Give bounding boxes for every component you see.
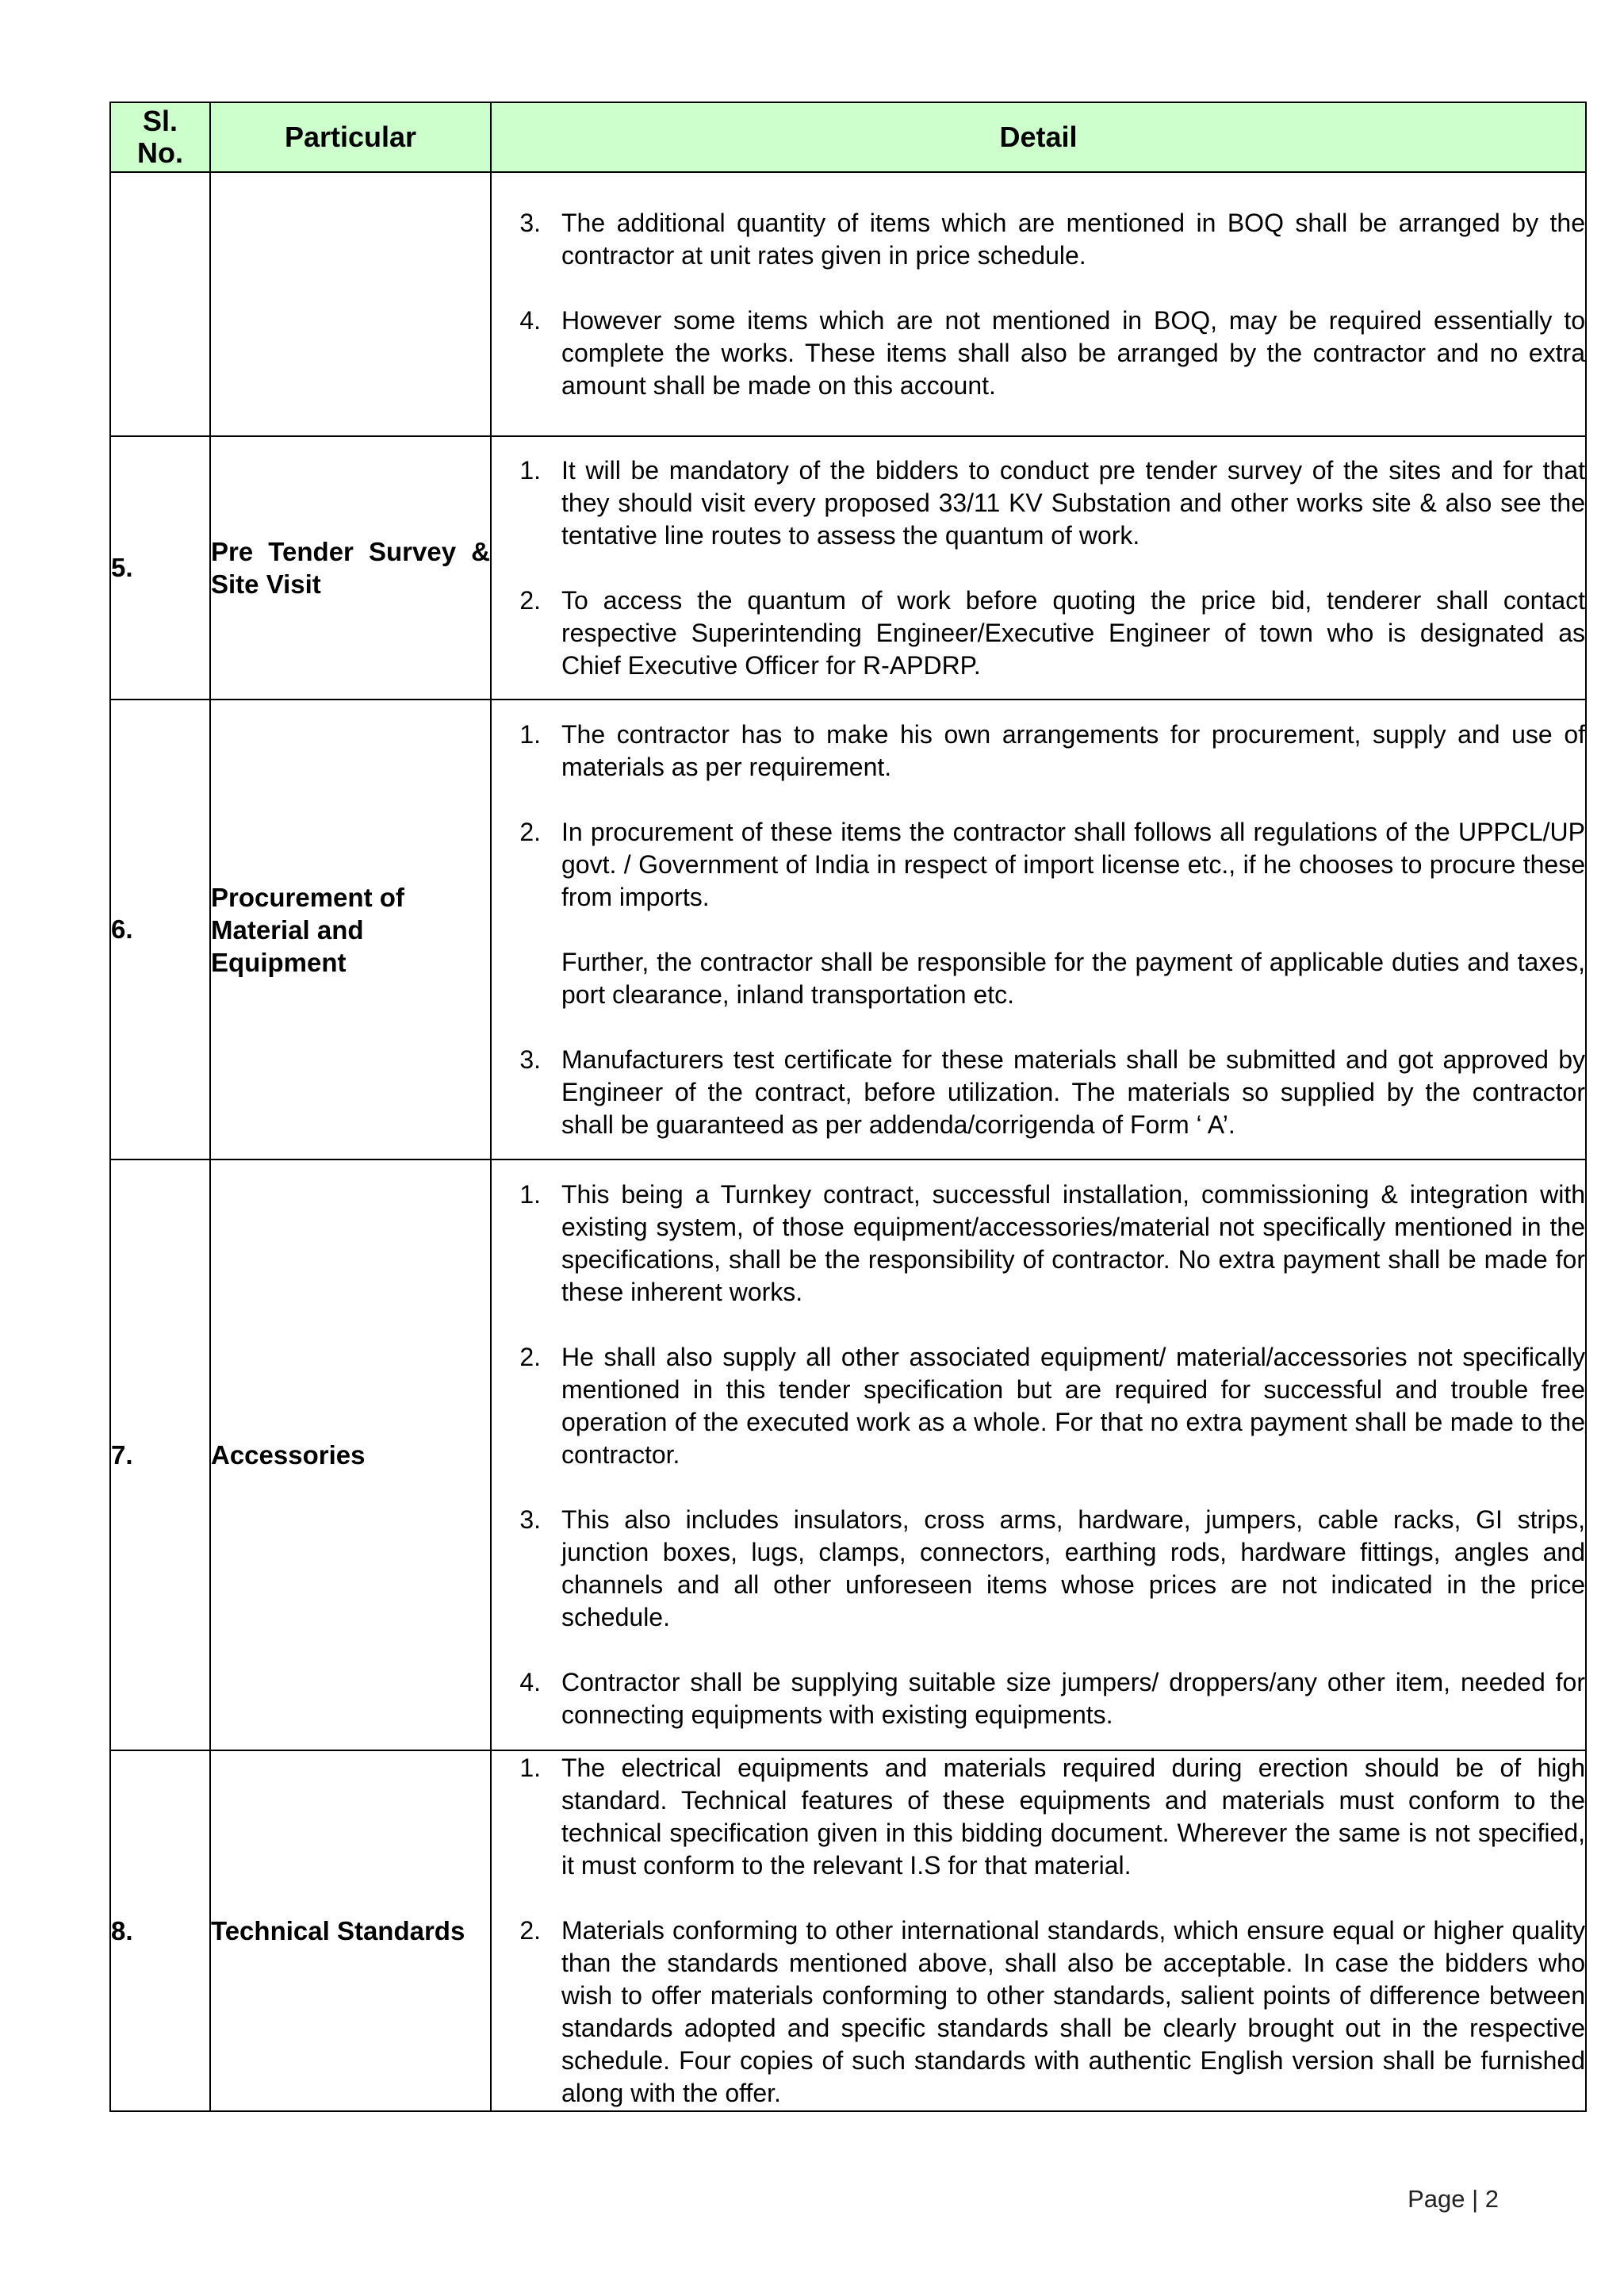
item-text: The contractor has to make his own arrangements for procurement, supply and use of materials as per requirement. <box>561 719 1585 781</box>
detail-item <box>492 719 1585 784</box>
item-number: 4. <box>519 305 541 335</box>
item-number: 4. <box>519 1668 541 1696</box>
item-number: 3. <box>519 208 541 237</box>
item-text: Further, the contractor shall be responsible for the payment of applicable duties and taxes, port clearance, inland transportation etc. <box>561 947 1585 1009</box>
row-detail <box>491 436 1586 700</box>
item-number <box>492 946 561 1011</box>
item-text: This being a Turnkey contract, successful installation, commissioning & integration with existing system, of those equipment/accessories/material not specifically mentioned in the specifications, shall be the responsibility of contractor. No extra payment shall be made for these inherent works. <box>561 1180 1585 1306</box>
detail-item <box>492 585 1585 682</box>
row-particular: Pre Tender Survey & Site Visit <box>210 436 491 700</box>
item-text: This also includes insulators, cross arms, hardware, jumpers, cable racks, GI strips, junction boxes, lugs, clamps, connectors, earthing rods, hardware fittings, angles and channels and all other unforeseen items whose prices are not indicated in the price schedule. <box>561 1505 1585 1631</box>
item-number: 2. <box>519 1916 541 1945</box>
row-particular: Procurement of Material and Equipment <box>210 700 491 1159</box>
row-number: 5. <box>110 436 210 700</box>
detail-item <box>492 305 1585 402</box>
header-detail: Detail <box>491 102 1586 172</box>
row-detail <box>491 1750 1586 2111</box>
detail-item <box>492 1666 1585 1731</box>
item-text: The electrical equipments and materials required during erection should be of high standard. Technical features of these equipments and materials must conform to the technical specification given in this bidding document. Wherever the same is not specified, it must conform to the relevant I.S for that material. <box>561 1754 1585 1880</box>
item-text: Materials conforming to other international standards, which ensure equal or higher quality than the standards mentioned above, shall also be acceptable. In case the bidders who wish to offer materials conforming to other standards, salient points of difference between standards adopted and specific standards shall be clearly brought out in the respective schedule. Four copies of such standards with authentic English version shall be furnished along with the offer. <box>561 1916 1585 2107</box>
row-particular: Accessories <box>210 1159 491 1750</box>
item-number: 1. <box>519 1754 541 1782</box>
item-text: The additional quantity of items which are mentioned in BOQ shall be arranged by the contractor at unit rates given in price schedule. <box>561 208 1585 270</box>
table-header-row <box>110 102 1586 172</box>
table-row <box>110 1750 1586 2111</box>
detail-item <box>492 1341 1585 1471</box>
detail-item <box>492 1179 1585 1309</box>
detail-item <box>492 454 1585 552</box>
item-number: 1. <box>519 455 541 485</box>
item-number: 1. <box>519 719 541 749</box>
table-row <box>110 172 1586 436</box>
row-detail <box>491 172 1586 436</box>
row-detail <box>491 700 1586 1159</box>
item-number: 1. <box>519 1180 541 1209</box>
detail-item <box>492 1504 1585 1634</box>
header-sl-no: Sl. No. <box>110 102 210 172</box>
detail-item <box>492 207 1585 272</box>
row-number: 8. <box>110 1750 210 2111</box>
item-text: To access the quantum of work before quoting the price bid, tenderer shall contact respective Superintending Engineer/Executive Engineer of town who is designated as Chief Executive Officer for R-APDRP. <box>561 585 1585 680</box>
item-number: 2. <box>519 585 541 615</box>
table-row <box>110 700 1586 1159</box>
item-number: 2. <box>519 817 541 846</box>
detail-item <box>492 1915 1585 2110</box>
spec-table <box>109 102 1587 2112</box>
item-number: 3. <box>519 1045 541 1074</box>
detail-item <box>492 816 1585 914</box>
table-body <box>110 172 1586 2111</box>
item-text: Manufacturers test certificate for these materials shall be submitted and got approved by Engineer of the contract, before utilization. The materials so supplied by the contractor shall be guaranteed as per addenda/corrigenda of Form ‘ A’. <box>561 1045 1585 1139</box>
item-text: Contractor shall be supplying suitable size jumpers/ droppers/any other item, needed for connecting equipments with existing equipments. <box>561 1668 1585 1729</box>
item-number: 2. <box>519 1343 541 1371</box>
row-detail <box>491 1159 1586 1750</box>
item-number: 3. <box>519 1505 541 1534</box>
row-number <box>110 172 210 436</box>
item-text: However some items which are not mentioned in BOQ, may be required essentially to complete the works. These items shall also be arranged by the contractor and no extra amount shall be made on this account. <box>561 305 1585 400</box>
detail-item <box>492 1752 1585 1882</box>
header-particular: Particular <box>210 102 491 172</box>
detail-item <box>492 946 1585 1011</box>
detail-item <box>492 1044 1585 1141</box>
page-number: Page | 2 <box>1408 2185 1499 2213</box>
row-particular: Technical Standards <box>210 1750 491 2111</box>
item-text: In procurement of these items the contractor shall follows all regulations of the UPPCL/UP govt. / Government of India in respect of import license etc., if he chooses to procure these from imports. <box>561 817 1585 911</box>
row-number: 7. <box>110 1159 210 1750</box>
row-number: 6. <box>110 700 210 1159</box>
table-row <box>110 1159 1586 1750</box>
item-text: It will be mandatory of the bidders to conduct pre tender survey of the sites and for that they should visit every proposed 33/11 KV Substation and other works site & also see the tentative line routes to assess the quantum of work. <box>561 455 1585 550</box>
table-row <box>110 436 1586 700</box>
row-particular <box>210 172 491 436</box>
item-text: He shall also supply all other associated equipment/ material/accessories not specifically mentioned in this tender specification but are required for successful and trouble free operation of the executed work as a whole. For that no extra payment shall be made to the contractor. <box>561 1343 1585 1469</box>
